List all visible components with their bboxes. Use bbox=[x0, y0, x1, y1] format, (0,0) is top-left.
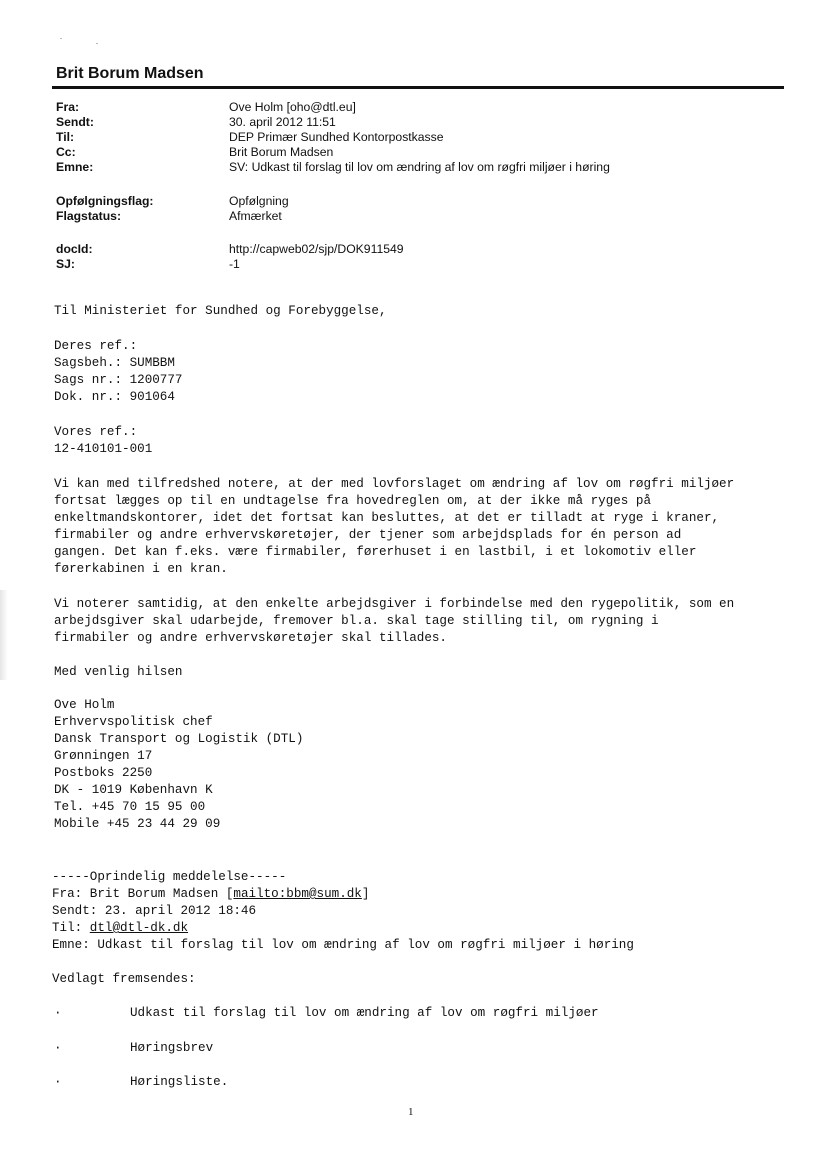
bullet-icon: · bbox=[54, 1041, 62, 1055]
header-row-til bbox=[0, 130, 760, 145]
vores-ref-line: Vores ref.: bbox=[54, 425, 138, 439]
original-separator: -----Oprindelig meddelelse----- bbox=[52, 870, 287, 884]
paragraph-2 bbox=[54, 596, 794, 647]
signature-title: Erhvervspolitisk chef bbox=[54, 715, 213, 729]
sj-row bbox=[0, 257, 760, 272]
heading-rule bbox=[52, 86, 784, 89]
header-row-emne bbox=[0, 160, 760, 175]
attachment-label: Udkast til forslag til lov om ændring af lov om røgfri miljøer bbox=[130, 1006, 599, 1020]
attachment-item bbox=[0, 1075, 800, 1092]
closing: Med venlig hilsen bbox=[54, 665, 183, 679]
original-message bbox=[52, 869, 792, 954]
signature-company: Dansk Transport og Logistik (DTL) bbox=[54, 732, 304, 746]
bullet-icon: · bbox=[54, 1006, 62, 1020]
original-emne: Emne: Udkast til forslag til lov om ændring af lov om røgfri miljøer i høring bbox=[52, 938, 634, 952]
paragraph-line: Vi noterer samtidig, at den enkelte arbejdsgiver i forbindelse med den rygepolitik, som en bbox=[54, 597, 735, 611]
header-label: Til: bbox=[56, 130, 75, 144]
header-value: 30. april 2012 11:51 bbox=[229, 115, 336, 129]
scan-speck bbox=[96, 43, 98, 44]
paragraph-line: firmabiler og andre erhvervskøretøjer, der tjener som arbejdsplads for én person ad bbox=[54, 528, 682, 542]
paragraph-line: enkeltmandskontorer, idet det fortsat kan besluttes, at det er tilladt at ryge i kraner, bbox=[54, 511, 720, 525]
deres-ref-block bbox=[54, 338, 794, 406]
deres-ref-line: Sags nr.: 1200777 bbox=[54, 373, 183, 387]
flag-label: Opfølgningsflag: bbox=[56, 194, 154, 208]
signature-address: Grønningen 17 bbox=[54, 749, 153, 763]
original-fra-prefix: Fra: Brit Borum Madsen [ bbox=[52, 887, 234, 901]
signature-mobile: Mobile +45 23 44 29 09 bbox=[54, 817, 221, 831]
header-row-fra bbox=[0, 100, 760, 115]
header-label: Fra: bbox=[56, 100, 80, 114]
doc-id-block bbox=[0, 242, 760, 272]
bullet-icon: · bbox=[54, 1075, 62, 1089]
header-label: Emne: bbox=[56, 160, 94, 174]
paragraph-line: firmabiler og andre erhvervskøretøjer skal tillades. bbox=[54, 631, 447, 645]
flag-value: Opfølgning bbox=[229, 194, 289, 208]
paragraph-line: arbejdsgiver skal udarbejde, fremover bl.a. skal tage stilling til, om rygning i bbox=[54, 614, 659, 628]
header-value: Brit Borum Madsen bbox=[229, 145, 334, 159]
attachment-item bbox=[0, 1041, 800, 1058]
flag-status-value: Afmærket bbox=[229, 209, 282, 223]
original-til bbox=[52, 920, 792, 937]
signature-phone: Tel. +45 70 15 95 00 bbox=[54, 800, 206, 814]
vores-ref-line: 12-410101-001 bbox=[54, 442, 153, 456]
signature-postbox: Postboks 2250 bbox=[54, 766, 153, 780]
sj-value: -1 bbox=[229, 257, 240, 271]
header-value: DEP Primær Sundhed Kontorpostkasse bbox=[229, 130, 444, 144]
paragraph-1 bbox=[54, 476, 794, 578]
original-fra bbox=[52, 886, 792, 903]
scan-speck bbox=[60, 38, 62, 39]
page-number: 1 bbox=[408, 1106, 414, 1118]
deres-ref-line: Dok. nr.: 901064 bbox=[54, 390, 175, 404]
paragraph-line: fortsat lægges op til en undtagelse fra hovedreglen om, at der ikke må ryges på bbox=[54, 494, 652, 508]
flag-status-label: Flagstatus: bbox=[56, 209, 122, 223]
paragraph-line: førerkabinen i en kran. bbox=[54, 562, 228, 576]
vores-ref-block bbox=[54, 424, 794, 458]
flag-block bbox=[0, 194, 760, 224]
scan-edge-shadow bbox=[0, 590, 8, 680]
doc-id-value: http://capweb02/sjp/DOK911549 bbox=[229, 242, 404, 256]
paragraph-line: Vi kan med tilfredshed notere, at der med lovforslaget om ændring af lov om røgfri miljøer bbox=[54, 477, 735, 491]
paragraph-line: gangen. Det kan f.eks. være firmabiler, førerhuset i en lastbil, i et lokomotiv eller bbox=[54, 545, 697, 559]
header-row-cc bbox=[0, 145, 760, 160]
sj-label: SJ: bbox=[56, 257, 75, 271]
doc-id-label: docId: bbox=[56, 242, 93, 256]
original-til-prefix: Til: bbox=[52, 921, 90, 935]
deres-ref-line: Deres ref.: bbox=[54, 339, 138, 353]
til-email-link[interactable]: dtl@dtl-dk.dk bbox=[89, 921, 189, 935]
header-value: SV: Udkast til forslag til lov om ændring af lov om røgfri miljøer i høring bbox=[229, 160, 610, 174]
attachment-label: Høringsbrev bbox=[130, 1041, 214, 1055]
signature-block bbox=[54, 697, 794, 833]
header-value: Ove Holm [oho@dtl.eu] bbox=[229, 100, 356, 114]
header-label: Sendt: bbox=[56, 115, 94, 129]
deres-ref-line: Sagsbeh.: SUMBBM bbox=[54, 356, 175, 370]
header-row-sendt bbox=[0, 115, 760, 130]
doc-id-row bbox=[0, 242, 760, 257]
header-label: Cc: bbox=[56, 145, 76, 159]
original-sendt: Sendt: 23. april 2012 18:46 bbox=[52, 904, 257, 918]
signature-city: DK - 1019 København K bbox=[54, 783, 213, 797]
signature-name: Ove Holm bbox=[54, 698, 115, 712]
mailto-link[interactable]: mailto:bbm@sum.dk bbox=[233, 887, 362, 901]
sender-name: Brit Borum Madsen bbox=[56, 65, 204, 82]
attachment-item bbox=[0, 1006, 800, 1023]
attachment-label: Høringsliste. bbox=[130, 1075, 229, 1089]
email-header bbox=[0, 100, 760, 175]
flag-row bbox=[0, 194, 760, 209]
greeting: Til Ministeriet for Sundhed og Forebyggelse, bbox=[54, 304, 387, 318]
vedlagt-fremsendes: Vedlagt fremsendes: bbox=[52, 972, 196, 986]
original-fra-suffix: ] bbox=[361, 887, 370, 901]
flag-status-row bbox=[0, 209, 760, 224]
